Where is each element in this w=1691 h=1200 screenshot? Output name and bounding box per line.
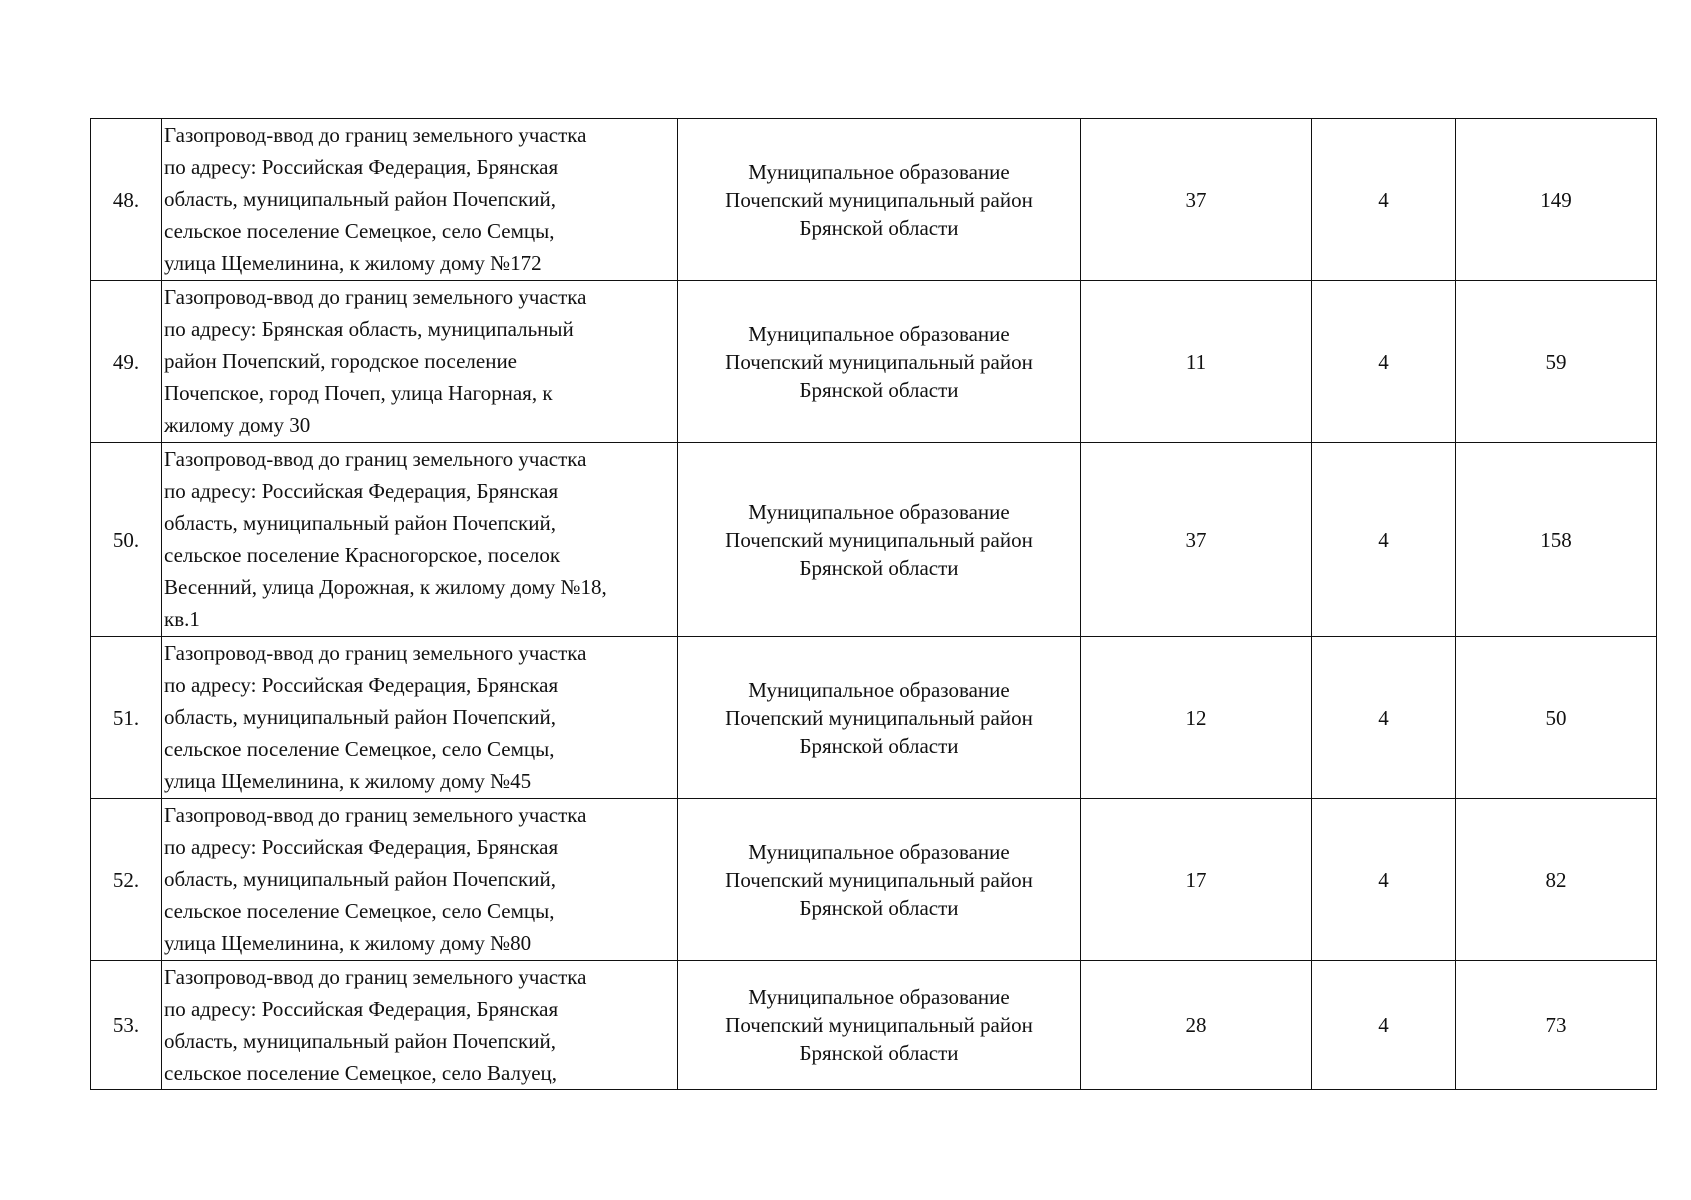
owner-cell bbox=[678, 961, 1081, 1090]
value-cell-1: 12 bbox=[1081, 637, 1312, 799]
value-cell-1: 17 bbox=[1081, 799, 1312, 961]
table-row bbox=[91, 961, 1657, 1090]
value-cell-2: 4 bbox=[1312, 961, 1456, 1090]
value-cell-3: 73 bbox=[1456, 961, 1657, 1090]
value-cell-2: 4 bbox=[1312, 637, 1456, 799]
owner-text: Муниципальное образование Почепский муниципальный район Брянской области bbox=[725, 159, 1033, 240]
object-description bbox=[162, 799, 678, 961]
value-cell-2: 4 bbox=[1312, 443, 1456, 637]
object-description bbox=[162, 961, 678, 1090]
value-cell-2: 4 bbox=[1312, 281, 1456, 443]
value-cell-3: 82 bbox=[1456, 799, 1657, 961]
object-description-text: Газопровод-ввод до границ земельного участка по адресу: Российская Федерация, Брянская область, муниципальный район Почепский, сельское поселение Семецкое, село Валуец, bbox=[164, 965, 587, 1085]
owner-text: Муниципальное образование Почепский муниципальный район Брянской области bbox=[725, 321, 1033, 402]
row-number: 51. bbox=[91, 637, 162, 799]
object-description-text: Газопровод-ввод до границ земельного участка по адресу: Российская Федерация, Брянская область, муниципальный район Почепский, сельское поселение Семецкое, село Семцы, улица Щемелинина, к жилому дому №172 bbox=[164, 123, 587, 275]
value-cell-1: 11 bbox=[1081, 281, 1312, 443]
owner-cell bbox=[678, 637, 1081, 799]
value-cell-2: 4 bbox=[1312, 799, 1456, 961]
owner-cell bbox=[678, 119, 1081, 281]
value-cell-3: 158 bbox=[1456, 443, 1657, 637]
row-number: 48. bbox=[91, 119, 162, 281]
gas-pipeline-register-table bbox=[90, 118, 1657, 1090]
row-number: 49. bbox=[91, 281, 162, 443]
value-cell-1: 28 bbox=[1081, 961, 1312, 1090]
owner-text: Муниципальное образование Почепский муниципальный район Брянской области bbox=[725, 499, 1033, 580]
object-description-text: Газопровод-ввод до границ земельного участка по адресу: Российская Федерация, Брянская область, муниципальный район Почепский, сельское поселение Семецкое, село Семцы, улица Щемелинина, к жилому дому №80 bbox=[164, 803, 587, 955]
row-number: 53. bbox=[91, 961, 162, 1090]
object-description-text: Газопровод-ввод до границ земельного участка по адресу: Российская Федерация, Брянская область, муниципальный район Почепский, сельское поселение Красногорское, поселок Весенний, улица Дорожная, к жилому дому №18, кв.1 bbox=[164, 447, 607, 631]
table-row bbox=[91, 443, 1657, 637]
object-description-text: Газопровод-ввод до границ земельного участка по адресу: Российская Федерация, Брянская область, муниципальный район Почепский, сельское поселение Семецкое, село Семцы, улица Щемелинина, к жилому дому №45 bbox=[164, 641, 587, 793]
owner-text: Муниципальное образование Почепский муниципальный район Брянской области bbox=[725, 677, 1033, 758]
owner-text: Муниципальное образование Почепский муниципальный район Брянской области bbox=[725, 839, 1033, 920]
value-cell-3: 50 bbox=[1456, 637, 1657, 799]
table-row bbox=[91, 637, 1657, 799]
table-row bbox=[91, 119, 1657, 281]
value-cell-2: 4 bbox=[1312, 119, 1456, 281]
table-row bbox=[91, 281, 1657, 443]
row-number: 50. bbox=[91, 443, 162, 637]
object-description bbox=[162, 637, 678, 799]
object-description bbox=[162, 443, 678, 637]
object-description-text: Газопровод-ввод до границ земельного участка по адресу: Брянская область, муниципальный район Почепский, городское поселение Почепское, город Почеп, улица Нагорная, к жилому дому 30 bbox=[164, 285, 587, 437]
row-number: 52. bbox=[91, 799, 162, 961]
owner-cell bbox=[678, 799, 1081, 961]
table-row bbox=[91, 799, 1657, 961]
value-cell-1: 37 bbox=[1081, 443, 1312, 637]
value-cell-3: 149 bbox=[1456, 119, 1657, 281]
object-description bbox=[162, 281, 678, 443]
object-description bbox=[162, 119, 678, 281]
value-cell-1: 37 bbox=[1081, 119, 1312, 281]
owner-cell bbox=[678, 281, 1081, 443]
owner-text: Муниципальное образование Почепский муниципальный район Брянской области bbox=[725, 985, 1033, 1065]
value-cell-3: 59 bbox=[1456, 281, 1657, 443]
owner-cell bbox=[678, 443, 1081, 637]
